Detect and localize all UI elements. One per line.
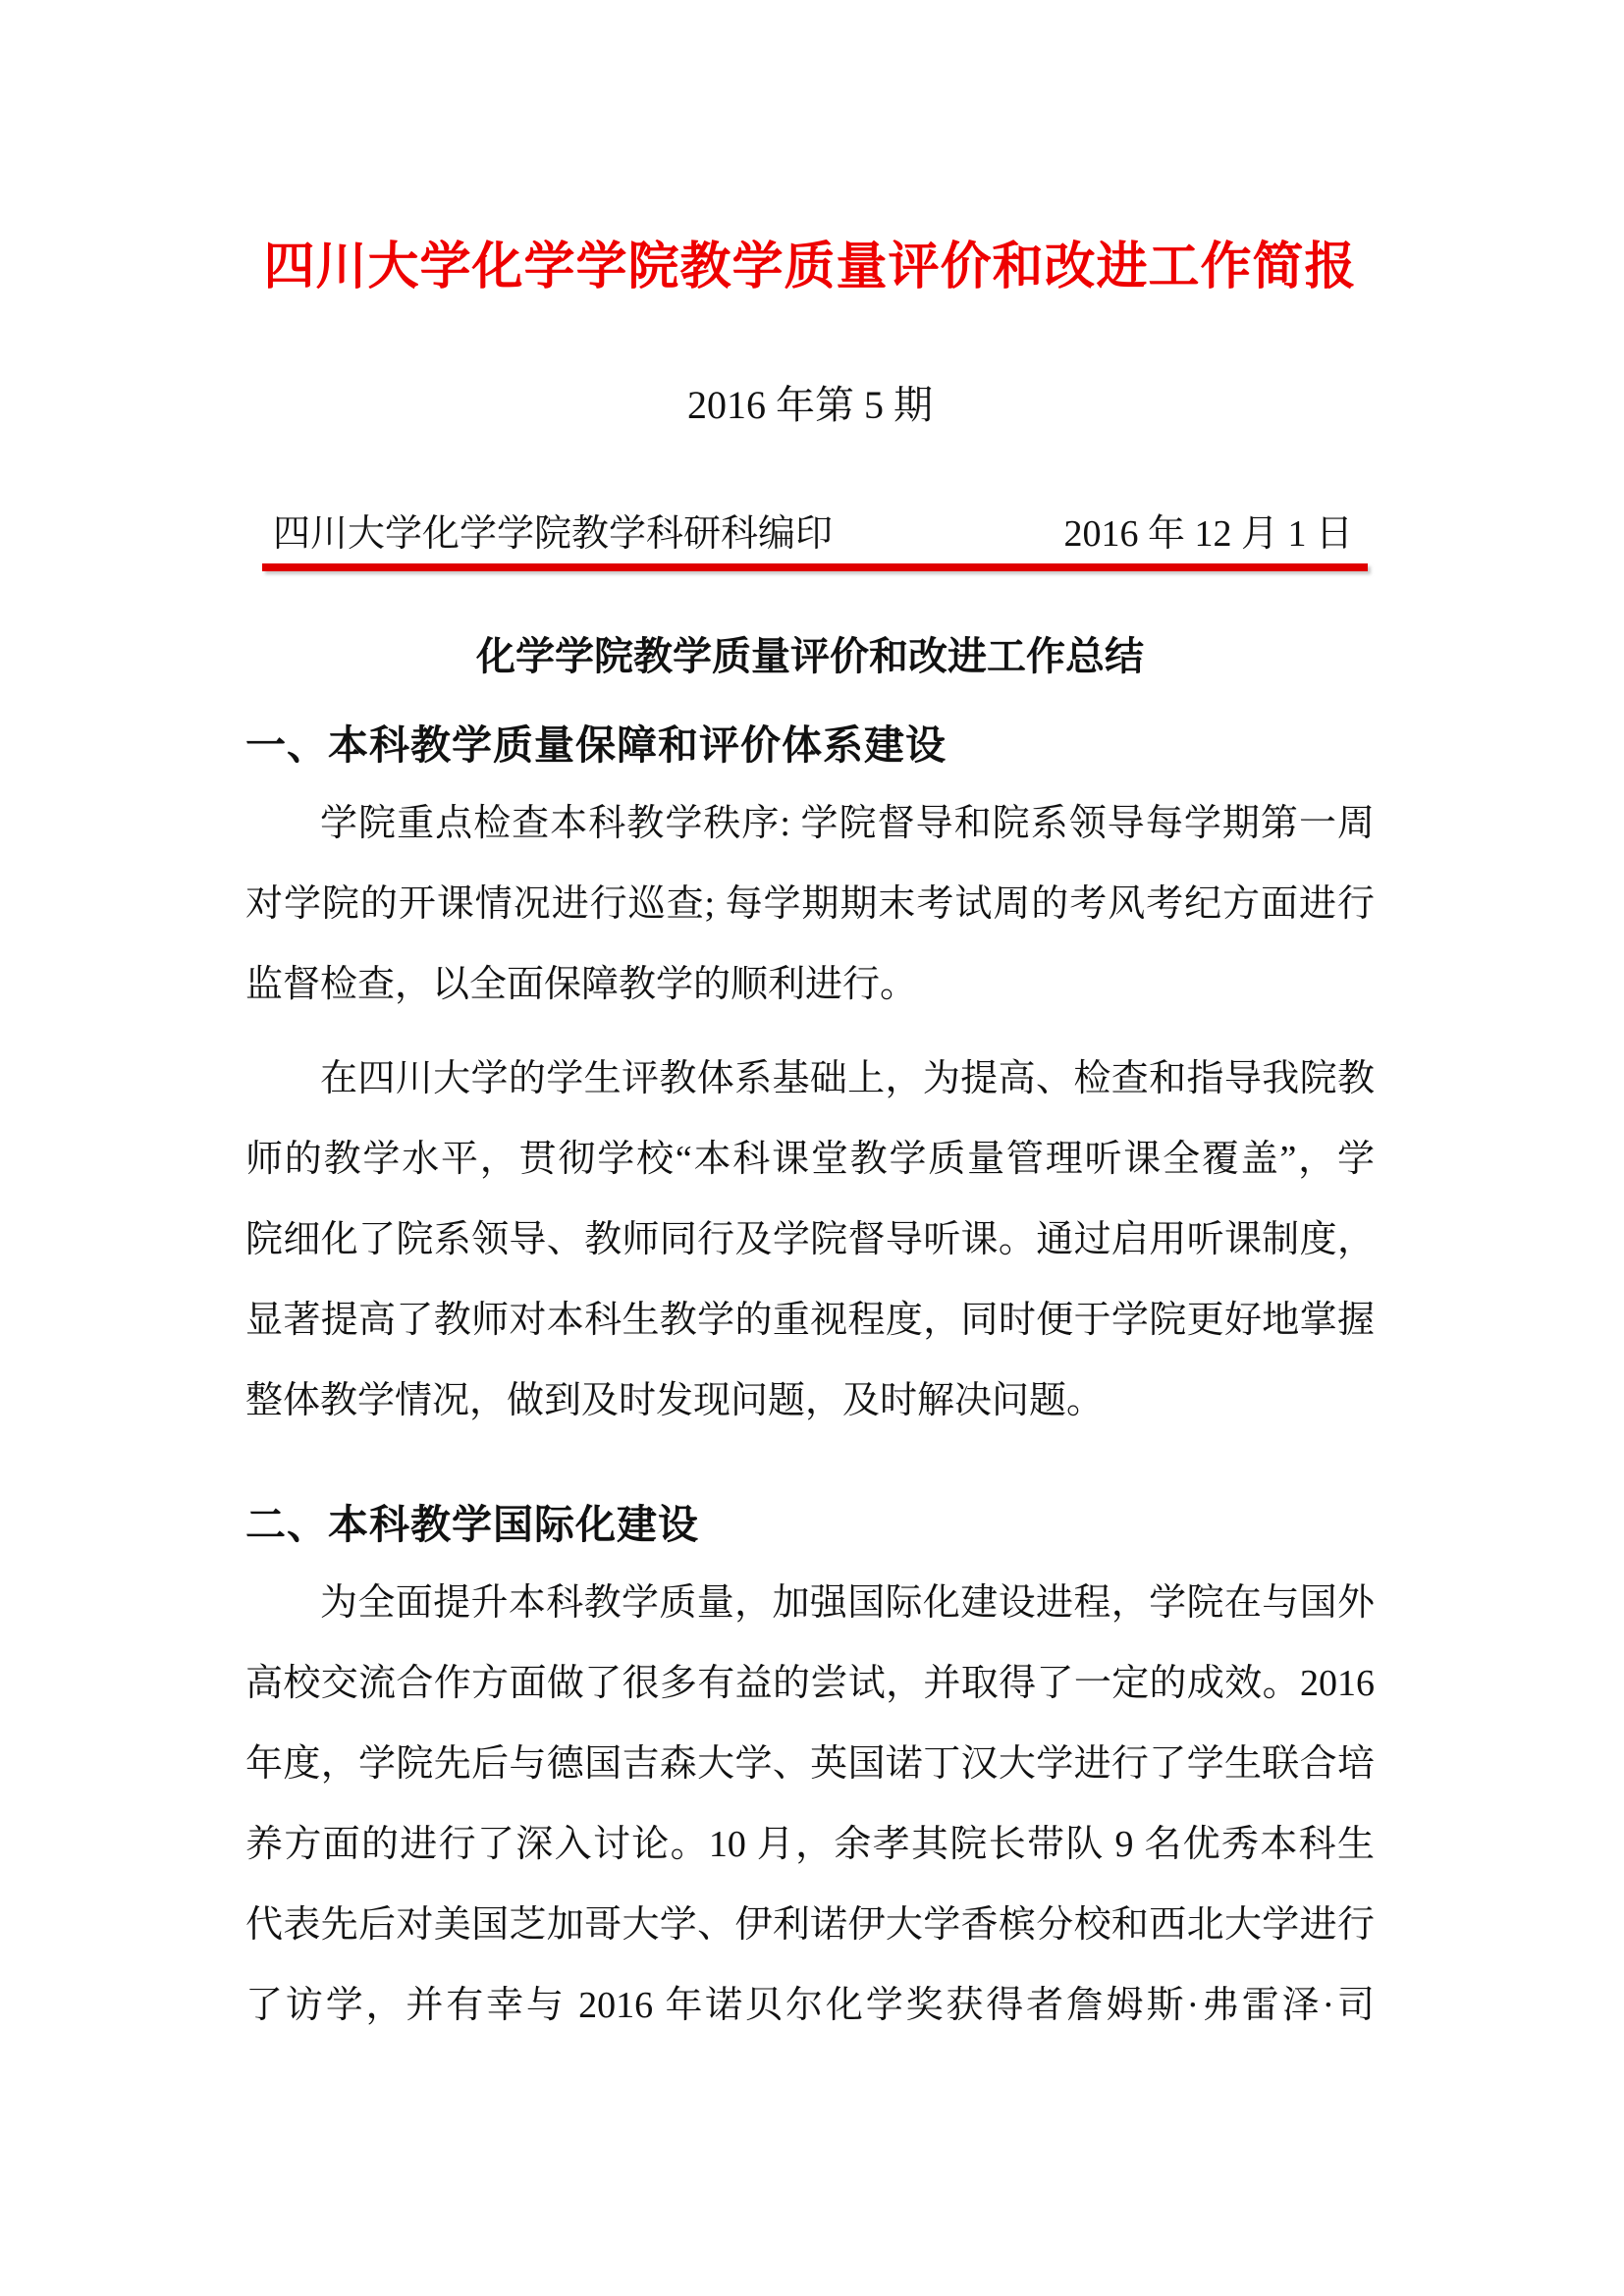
- text-line: 监督检查，以全面保障教学的顺利进行。: [245, 964, 918, 1005]
- section-2-heading: 二、本科教学国际化建设: [245, 1502, 699, 1547]
- section-1-heading: 一、本科教学质量保障和评价体系建设: [245, 722, 947, 768]
- text-line: 学院重点检查本科教学秩序: 学院督导和院系领导每学期第一周: [320, 803, 1375, 844]
- text-line: 养方面的进行了深入讨论。10 月，余孝其院长带队 9 名优秀本科生: [245, 1824, 1375, 1865]
- report-heading: 化学学院教学质量评价和改进工作总结: [476, 634, 1144, 678]
- text-line: 对学院的开课情况进行巡查; 每学期期末考试周的考风考纪方面进行: [245, 883, 1375, 925]
- publisher-name: 四川大学化学学院教学科研科编印: [273, 512, 834, 555]
- section-2-paragraph-1: [245, 1563, 1375, 2046]
- text-line: 师的教学水平，贯彻学校“本科课堂教学质量管理听课全覆盖”，学: [245, 1139, 1375, 1180]
- document-title: 四川大学化学学院教学质量评价和改进工作简报: [263, 240, 1357, 295]
- text-line: 在四川大学的学生评教体系基础上，为提高、检查和指导我院教: [320, 1058, 1375, 1099]
- text-line: 年度，学院先后与德国吉森大学、英国诺丁汉大学进行了学生联合培: [245, 1743, 1375, 1785]
- text-line: 整体教学情况，做到及时发现问题，及时解决问题。: [245, 1380, 1105, 1421]
- byline-row: [245, 507, 1375, 555]
- issue-number: 2016 年第 5 期: [687, 383, 933, 427]
- text-line: 显著提高了教师对本科生教学的重视程度，同时便于学院更好地掌握: [245, 1300, 1375, 1341]
- section-1-paragraph-1: [245, 783, 1375, 1025]
- text-line: 了访学，并有幸与 2016 年诺贝尔化学奖获得者詹姆斯·弗雷泽·司: [245, 1985, 1375, 2026]
- text-line: 为全面提升本科教学质量，加强国际化建设进程，学院在与国外: [320, 1582, 1375, 1624]
- red-divider-rule: [262, 563, 1368, 571]
- section-1-paragraph-2: [245, 1039, 1375, 1441]
- text-line: 代表先后对美国芝加哥大学、伊利诺伊大学香槟分校和西北大学进行: [245, 1904, 1375, 1946]
- publish-date: 2016 年 12 月 1 日: [1063, 512, 1353, 555]
- text-line: 高校交流合作方面做了很多有益的尝试，并取得了一定的成效。2016: [245, 1663, 1375, 1704]
- text-line: 院细化了院系领导、教师同行及学院督导听课。通过启用听课制度，: [245, 1219, 1375, 1260]
